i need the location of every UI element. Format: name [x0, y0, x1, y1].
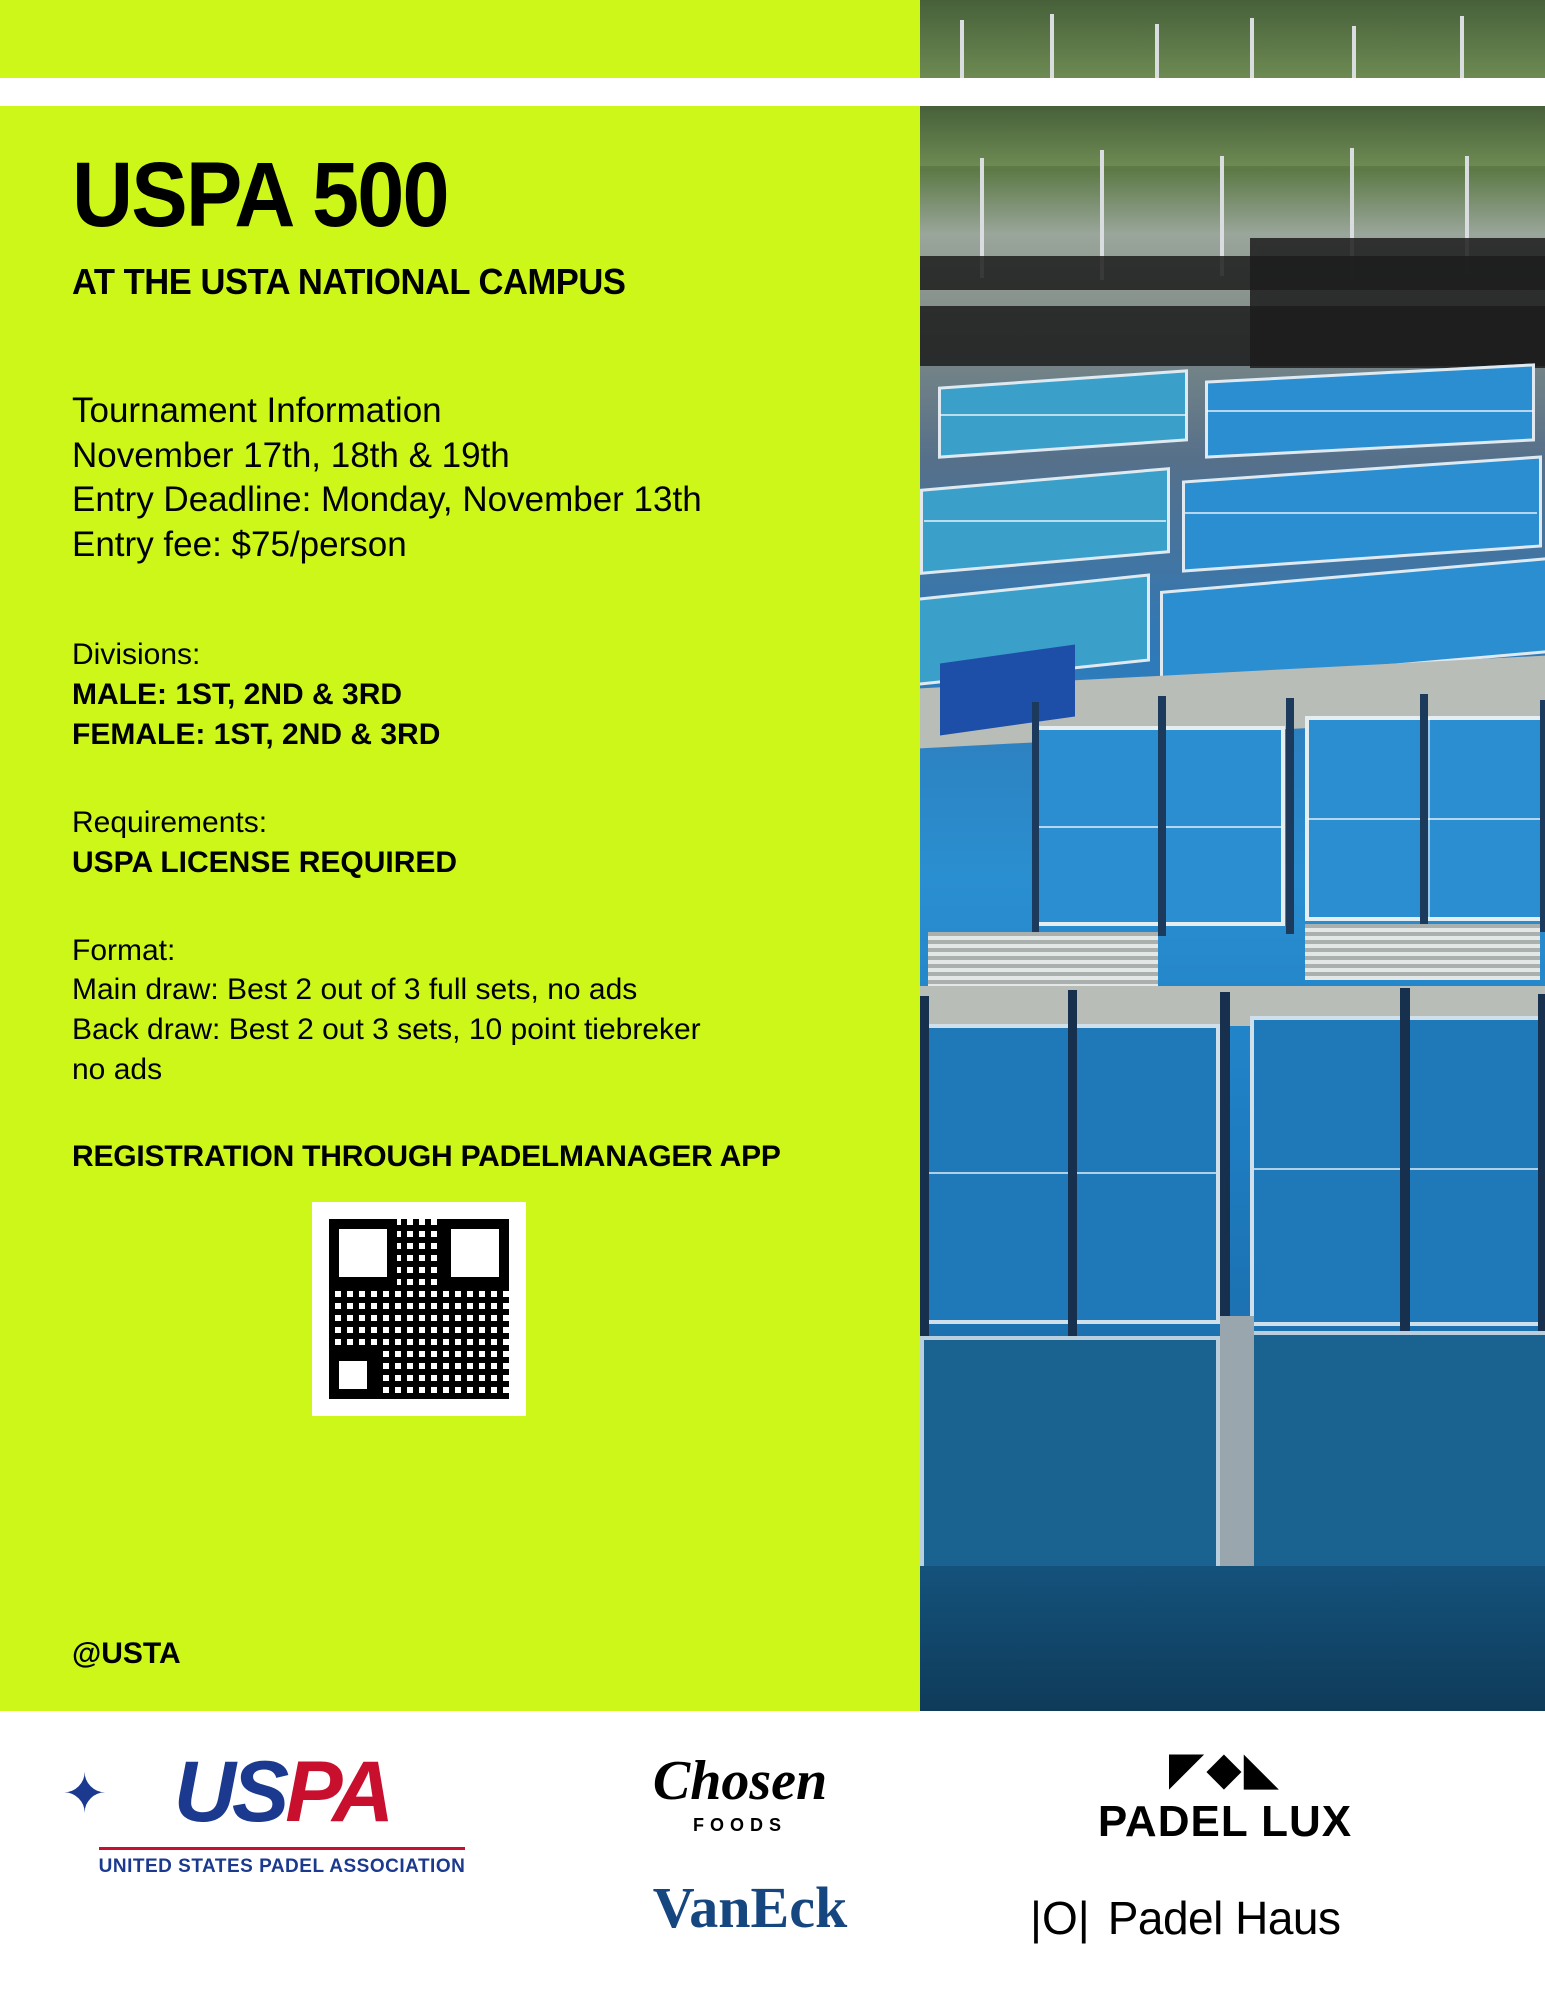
format-back-draw: Back draw: Best 2 out 3 sets, 10 point tiebreker: [72, 1013, 701, 1047]
sponsor-logo-uspa: [62, 1744, 502, 1878]
social-handle-strip: [0, 1596, 920, 1711]
format-block: [72, 931, 860, 1091]
uspa-letter-p: P: [285, 1744, 333, 1840]
requirements-value: USPA LICENSE REQUIRED: [72, 845, 458, 879]
chosen-wordmark: Chosen: [652, 1750, 828, 1812]
requirements-heading: Requirements:: [72, 805, 268, 839]
sponsor-logo-padel-haus: [1030, 1891, 1430, 1945]
sponsor-logo-padel-lux: [1060, 1742, 1390, 1847]
divisions-male: MALE: 1ST, 2ND & 3RD: [72, 678, 403, 712]
divisions-heading: Divisions:: [72, 638, 201, 672]
sponsor-logo-chosen-foods: [600, 1750, 880, 1836]
uspa-letter-u: U: [173, 1744, 232, 1840]
format-main-draw: Main draw: Best 2 out of 3 full sets, no ads: [72, 973, 638, 1007]
uspa-letter-a: A: [332, 1744, 391, 1840]
top-photo-sliver: [920, 0, 1545, 78]
page-subtitle: AT THE USTA NATIONAL CAMPUS: [72, 261, 626, 303]
divisions-block: [72, 635, 860, 755]
info-panel: [0, 106, 920, 1596]
entry-fee: Entry fee: $75/person: [72, 524, 407, 564]
courts-photo: [920, 106, 1545, 1711]
padel-haus-mark-icon: |O|: [1030, 1892, 1090, 1944]
sponsor-bar: [0, 1711, 1545, 2000]
format-back-draw-cont: no ads: [72, 1053, 163, 1087]
top-accent-strip: [0, 0, 920, 78]
padel-haus-wordmark: Padel Haus: [1107, 1892, 1341, 1944]
tournament-info-block: [72, 389, 860, 567]
tournament-dates: November 17th, 18th & 19th: [72, 435, 510, 475]
uspa-letter-s: S: [231, 1744, 286, 1840]
uspa-wordmark: [173, 1744, 391, 1840]
divisions-female: FEMALE: 1ST, 2ND & 3RD: [72, 717, 441, 751]
requirements-block: [72, 803, 860, 883]
registration-qr-code[interactable]: [312, 1202, 526, 1416]
chosen-subtitle: FOODS: [692, 1815, 787, 1835]
format-heading: Format:: [72, 933, 176, 967]
star-icon: ✦: [62, 1764, 108, 1824]
sponsor-logo-vaneck: [600, 1875, 900, 1940]
tournament-info-heading: Tournament Information: [72, 391, 442, 431]
qr-icon: [329, 1219, 509, 1399]
uspa-tagline: UNITED STATES PADEL ASSOCIATION: [99, 1847, 466, 1878]
registration-note: REGISTRATION THROUGH PADELMANAGER APP: [72, 1140, 781, 1174]
social-handle: @USTA: [72, 1636, 181, 1670]
entry-deadline: Entry Deadline: Monday, November 13th: [72, 480, 702, 520]
padel-lux-wordmark: PADEL LUX: [1097, 1797, 1353, 1846]
treeline: [920, 106, 1545, 166]
page-title: USPA 500: [72, 144, 448, 246]
vaneck-wordmark: VanEck: [652, 1875, 848, 1940]
crown-icon: ◤◆◣: [1168, 1742, 1282, 1794]
